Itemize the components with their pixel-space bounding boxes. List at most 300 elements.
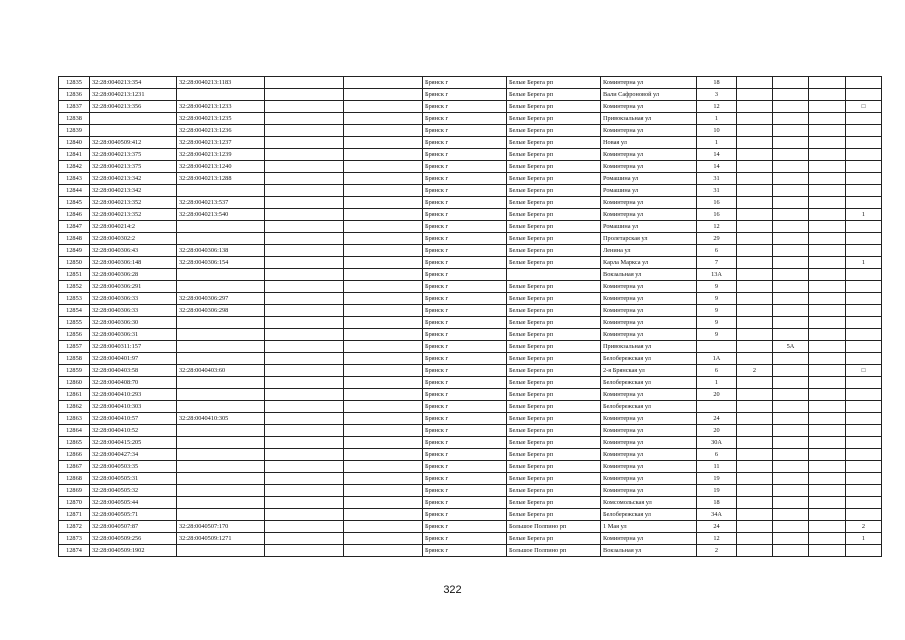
cell-extra-1 [265, 497, 344, 509]
cell-cadastral-number: 32:28:0040403:58 [90, 365, 177, 377]
cell-settlement: Белые Берега рп [507, 221, 601, 233]
cell-building [737, 113, 773, 125]
cell-building [737, 521, 773, 533]
cell-extra-2 [344, 413, 423, 425]
cell-object-cadastral-number [177, 449, 265, 461]
cell-mark [846, 89, 882, 101]
cell-object-cadastral-number [177, 269, 265, 281]
cell-extra-2 [344, 77, 423, 89]
table-row [59, 521, 882, 533]
cell-apartment [809, 209, 846, 221]
cell-structure [773, 509, 809, 521]
table-row [59, 497, 882, 509]
cell-extra-2 [344, 233, 423, 245]
cell-city: Брянск г [423, 389, 507, 401]
cell-settlement: Белые Берега рп [507, 437, 601, 449]
cell-street: Коминтерна ул [601, 425, 697, 437]
cell-mark [846, 425, 882, 437]
cell-apartment [809, 425, 846, 437]
cell-object-cadastral-number [177, 545, 265, 557]
cell-house-number: 10 [697, 125, 737, 137]
cell-extra-1 [265, 257, 344, 269]
cell-house-number: 13А [697, 269, 737, 281]
cell-building [737, 437, 773, 449]
cell-row-id: 12867 [59, 461, 90, 473]
cell-settlement: Белые Берега рп [507, 89, 601, 101]
cell-structure [773, 113, 809, 125]
cell-apartment [809, 293, 846, 305]
cell-settlement: Белые Берега рп [507, 77, 601, 89]
table-row [59, 77, 882, 89]
cell-city: Брянск г [423, 125, 507, 137]
cell-settlement: Белые Берега рп [507, 413, 601, 425]
cell-row-id: 12852 [59, 281, 90, 293]
table-row [59, 473, 882, 485]
cell-street: Белобережская ул [601, 353, 697, 365]
cell-apartment [809, 545, 846, 557]
cell-row-id: 12838 [59, 113, 90, 125]
cell-building [737, 485, 773, 497]
cell-structure [773, 101, 809, 113]
cell-object-cadastral-number: 32:28:0040306:154 [177, 257, 265, 269]
cell-extra-1 [265, 149, 344, 161]
cell-city: Брянск г [423, 101, 507, 113]
cell-house-number: 12 [697, 101, 737, 113]
cell-city: Брянск г [423, 449, 507, 461]
cell-object-cadastral-number: 32:28:0040213:1237 [177, 137, 265, 149]
cell-city: Брянск г [423, 305, 507, 317]
cell-apartment [809, 401, 846, 413]
cell-apartment [809, 521, 846, 533]
cell-extra-1 [265, 401, 344, 413]
cell-extra-2 [344, 89, 423, 101]
cell-street: Коминтерна ул [601, 101, 697, 113]
cell-mark [846, 245, 882, 257]
cell-object-cadastral-number [177, 497, 265, 509]
cell-city: Брянск г [423, 317, 507, 329]
cell-street: Коминтерна ул [601, 125, 697, 137]
cell-extra-2 [344, 329, 423, 341]
cell-extra-2 [344, 173, 423, 185]
cell-building [737, 161, 773, 173]
cell-building [737, 101, 773, 113]
cell-street: Коминтерна ул [601, 305, 697, 317]
cell-cadastral-number: 32:28:0040213:342 [90, 173, 177, 185]
cell-row-id: 12862 [59, 401, 90, 413]
cell-row-id: 12836 [59, 89, 90, 101]
cell-object-cadastral-number [177, 329, 265, 341]
cell-mark [846, 197, 882, 209]
cell-mark [846, 461, 882, 473]
cell-extra-2 [344, 161, 423, 173]
cell-row-id: 12858 [59, 353, 90, 365]
cell-street: Вокзальная ул [601, 269, 697, 281]
cell-cadastral-number: 32:28:0040509:256 [90, 533, 177, 545]
cell-extra-2 [344, 353, 423, 365]
page-number: 322 [443, 584, 462, 596]
cell-building [737, 77, 773, 89]
cell-cadastral-number: 32:28:0040410:303 [90, 401, 177, 413]
cell-row-id: 12865 [59, 437, 90, 449]
cell-extra-1 [265, 89, 344, 101]
cell-house-number: 1 [697, 137, 737, 149]
cell-settlement: Белые Берега рп [507, 353, 601, 365]
cell-extra-1 [265, 317, 344, 329]
cell-city: Брянск г [423, 149, 507, 161]
cell-city: Брянск г [423, 509, 507, 521]
cell-row-id: 12845 [59, 197, 90, 209]
table-row [59, 545, 882, 557]
cell-building [737, 497, 773, 509]
cell-structure [773, 185, 809, 197]
cell-street: Комсомольская ул [601, 497, 697, 509]
cell-house-number: 24 [697, 413, 737, 425]
cell-structure [773, 161, 809, 173]
cell-street: Вокзальная ул [601, 545, 697, 557]
table-row [59, 149, 882, 161]
cell-mark [846, 473, 882, 485]
cell-city: Брянск г [423, 245, 507, 257]
cell-object-cadastral-number [177, 485, 265, 497]
cell-street: 2-я Брянская ул [601, 365, 697, 377]
cell-structure [773, 257, 809, 269]
cell-mark [846, 137, 882, 149]
cell-house-number: 9 [697, 281, 737, 293]
cell-street: Коминтерна ул [601, 209, 697, 221]
cell-settlement: Белые Берега рп [507, 329, 601, 341]
table-row [59, 161, 882, 173]
cell-cadastral-number: 32:28:0040503:35 [90, 461, 177, 473]
cell-city: Брянск г [423, 161, 507, 173]
cell-extra-1 [265, 77, 344, 89]
cell-extra-1 [265, 305, 344, 317]
cell-settlement: Белые Берега рп [507, 485, 601, 497]
cell-street: Коминтерна ул [601, 389, 697, 401]
cell-extra-2 [344, 461, 423, 473]
cell-house-number: 19 [697, 473, 737, 485]
cell-building [737, 149, 773, 161]
cell-house-number: 9 [697, 317, 737, 329]
cell-settlement [507, 269, 601, 281]
cell-street: Коминтерна ул [601, 485, 697, 497]
cell-apartment [809, 485, 846, 497]
cell-extra-1 [265, 353, 344, 365]
cell-settlement: Белые Берега рп [507, 245, 601, 257]
cell-mark [846, 305, 882, 317]
cell-street: Коминтерна ул [601, 149, 697, 161]
cell-row-id: 12837 [59, 101, 90, 113]
cell-cadastral-number: 32:28:0040302:2 [90, 233, 177, 245]
table-row [59, 125, 882, 137]
cell-building [737, 305, 773, 317]
cell-extra-2 [344, 377, 423, 389]
cell-cadastral-number: 32:28:0040306:30 [90, 317, 177, 329]
cell-object-cadastral-number: 32:28:0040213:537 [177, 197, 265, 209]
cell-house-number: 1 [697, 377, 737, 389]
table-row [59, 209, 882, 221]
cell-house-number: 30А [697, 437, 737, 449]
cell-extra-1 [265, 509, 344, 521]
cell-city: Брянск г [423, 221, 507, 233]
cell-apartment [809, 497, 846, 509]
cell-mark [846, 545, 882, 557]
cell-object-cadastral-number [177, 473, 265, 485]
cell-house-number: 16 [697, 197, 737, 209]
cell-house-number: 9 [697, 329, 737, 341]
cell-cadastral-number: 32:28:0040306:28 [90, 269, 177, 281]
cell-apartment [809, 533, 846, 545]
cell-building [737, 377, 773, 389]
cell-building [737, 461, 773, 473]
cell-structure [773, 173, 809, 185]
cell-cadastral-number: 32:28:0040507:87 [90, 521, 177, 533]
cell-row-id: 12857 [59, 341, 90, 353]
cell-row-id: 12839 [59, 125, 90, 137]
cell-city: Брянск г [423, 281, 507, 293]
cell-extra-1 [265, 533, 344, 545]
cell-building [737, 509, 773, 521]
cell-object-cadastral-number: 32:28:0040306:138 [177, 245, 265, 257]
cell-building [737, 473, 773, 485]
cell-settlement: Белые Берега рп [507, 125, 601, 137]
cell-object-cadastral-number [177, 281, 265, 293]
cell-extra-2 [344, 521, 423, 533]
cell-street: Новая ул [601, 137, 697, 149]
cell-city: Брянск г [423, 173, 507, 185]
cell-city: Брянск г [423, 77, 507, 89]
cell-apartment [809, 473, 846, 485]
cell-row-id: 12866 [59, 449, 90, 461]
cell-mark [846, 485, 882, 497]
cell-object-cadastral-number: 32:28:0040403:60 [177, 365, 265, 377]
cell-street: Белобережская ул [601, 401, 697, 413]
cell-settlement: Белые Берега рп [507, 137, 601, 149]
cell-structure [773, 461, 809, 473]
table-row [59, 449, 882, 461]
cell-house-number: 12 [697, 533, 737, 545]
cell-structure [773, 401, 809, 413]
cell-extra-1 [265, 341, 344, 353]
cell-extra-1 [265, 221, 344, 233]
cell-house-number: 19 [697, 485, 737, 497]
cell-extra-2 [344, 509, 423, 521]
cell-extra-1 [265, 269, 344, 281]
cell-cadastral-number: 32:28:0040213:375 [90, 161, 177, 173]
cell-city: Брянск г [423, 185, 507, 197]
cell-apartment [809, 125, 846, 137]
cell-street: Ромашина ул [601, 221, 697, 233]
cell-extra-2 [344, 245, 423, 257]
cell-structure [773, 449, 809, 461]
cell-row-id: 12856 [59, 329, 90, 341]
table-row [59, 329, 882, 341]
cell-cadastral-number: 32:28:0040410:293 [90, 389, 177, 401]
cell-structure [773, 245, 809, 257]
cell-row-id: 12872 [59, 521, 90, 533]
cell-settlement: Белые Берега рп [507, 509, 601, 521]
cell-extra-2 [344, 293, 423, 305]
cell-settlement: Белые Берега рп [507, 317, 601, 329]
cell-apartment [809, 305, 846, 317]
cell-object-cadastral-number: 32:28:0040213:540 [177, 209, 265, 221]
table-row [59, 317, 882, 329]
cell-cadastral-number: 32:28:0040410:57 [90, 413, 177, 425]
cell-extra-2 [344, 497, 423, 509]
cell-extra-1 [265, 281, 344, 293]
cell-apartment [809, 77, 846, 89]
cell-extra-1 [265, 173, 344, 185]
cell-settlement: Белые Берега рп [507, 209, 601, 221]
cell-extra-1 [265, 365, 344, 377]
cell-extra-2 [344, 317, 423, 329]
cell-apartment [809, 317, 846, 329]
cell-mark: 2 [846, 521, 882, 533]
cell-street: Коминтерна ул [601, 413, 697, 425]
cell-settlement: Белые Берега рп [507, 173, 601, 185]
cell-extra-2 [344, 197, 423, 209]
cell-apartment [809, 113, 846, 125]
cell-extra-2 [344, 113, 423, 125]
cell-row-id: 12868 [59, 473, 90, 485]
table-row [59, 257, 882, 269]
cell-city: Брянск г [423, 113, 507, 125]
cell-settlement: Белые Берега рп [507, 113, 601, 125]
cell-settlement: Белые Берега рп [507, 461, 601, 473]
cell-house-number: 16 [697, 209, 737, 221]
cell-apartment [809, 149, 846, 161]
cell-apartment [809, 341, 846, 353]
cell-apartment [809, 365, 846, 377]
cell-object-cadastral-number: 32:28:0040213:1183 [177, 77, 265, 89]
cell-cadastral-number: 32:28:0040213:1231 [90, 89, 177, 101]
cell-structure [773, 329, 809, 341]
cell-street: Привокзальная ул [601, 341, 697, 353]
cell-mark: 1 [846, 257, 882, 269]
cell-house-number: 18 [697, 497, 737, 509]
cell-settlement: Белые Берега рп [507, 233, 601, 245]
cell-extra-1 [265, 113, 344, 125]
cell-apartment [809, 377, 846, 389]
cell-cadastral-number: 32:28:0040306:291 [90, 281, 177, 293]
cell-extra-2 [344, 125, 423, 137]
cell-extra-2 [344, 485, 423, 497]
cell-settlement: Белые Берега рп [507, 185, 601, 197]
cell-structure [773, 281, 809, 293]
cell-city: Брянск г [423, 533, 507, 545]
cell-settlement: Белые Берега рп [507, 377, 601, 389]
cell-settlement: Белые Берега рп [507, 293, 601, 305]
cell-city: Брянск г [423, 197, 507, 209]
cell-cadastral-number: 32:28:0040213:342 [90, 185, 177, 197]
cell-street: Карла Маркса ул [601, 257, 697, 269]
cell-settlement: Большое Полпино рп [507, 545, 601, 557]
cell-mark: 1 [846, 533, 882, 545]
cell-structure [773, 533, 809, 545]
cell-mark [846, 113, 882, 125]
cell-cadastral-number: 32:28:0040505:44 [90, 497, 177, 509]
cell-settlement: Белые Берега рп [507, 101, 601, 113]
cell-extra-1 [265, 545, 344, 557]
cell-extra-2 [344, 473, 423, 485]
cell-cadastral-number: 32:28:0040213:375 [90, 149, 177, 161]
cell-house-number: 7 [697, 257, 737, 269]
cell-apartment [809, 161, 846, 173]
cell-street: Вали Сафроновой ул [601, 89, 697, 101]
cell-cadastral-number: 32:28:0040401:97 [90, 353, 177, 365]
cell-object-cadastral-number: 32:28:0040213:1236 [177, 125, 265, 137]
cell-mark [846, 317, 882, 329]
cell-mark [846, 341, 882, 353]
cell-object-cadastral-number [177, 509, 265, 521]
cell-mark [846, 269, 882, 281]
cell-extra-2 [344, 365, 423, 377]
cell-house-number: 20 [697, 425, 737, 437]
cell-apartment [809, 233, 846, 245]
cell-city: Брянск г [423, 401, 507, 413]
cell-extra-2 [344, 401, 423, 413]
cell-cadastral-number: 32:28:0040306:33 [90, 293, 177, 305]
cell-building [737, 137, 773, 149]
cell-building [737, 233, 773, 245]
cell-row-id: 12871 [59, 509, 90, 521]
cell-extra-2 [344, 449, 423, 461]
cell-city: Брянск г [423, 425, 507, 437]
cell-cadastral-number: 32:28:0040505:32 [90, 485, 177, 497]
cell-object-cadastral-number: 32:28:0040306:298 [177, 305, 265, 317]
table-row [59, 233, 882, 245]
cell-apartment [809, 353, 846, 365]
table-row [59, 437, 882, 449]
cell-structure [773, 437, 809, 449]
cell-object-cadastral-number [177, 89, 265, 101]
cell-apartment [809, 437, 846, 449]
cell-mark [846, 221, 882, 233]
cell-street: Коминтерна ул [601, 281, 697, 293]
cell-house-number: 34А [697, 509, 737, 521]
cell-object-cadastral-number: 32:28:0040509:1271 [177, 533, 265, 545]
cell-mark [846, 437, 882, 449]
cell-house-number: 1А [697, 353, 737, 365]
cell-extra-1 [265, 413, 344, 425]
cell-object-cadastral-number [177, 185, 265, 197]
cell-settlement: Белые Берега рп [507, 161, 601, 173]
cell-structure: 5А [773, 341, 809, 353]
cell-settlement: Белые Берега рп [507, 533, 601, 545]
cell-city: Брянск г [423, 329, 507, 341]
cell-house-number: 31 [697, 185, 737, 197]
cell-cadastral-number: 32:28:0040505:71 [90, 509, 177, 521]
cell-building [737, 209, 773, 221]
table-row [59, 341, 882, 353]
cell-mark [846, 77, 882, 89]
table-row [59, 533, 882, 545]
cell-building [737, 413, 773, 425]
cell-house-number: 6 [697, 365, 737, 377]
cell-street: Коминтерна ул [601, 461, 697, 473]
table-row [59, 377, 882, 389]
cell-object-cadastral-number [177, 437, 265, 449]
cell-extra-2 [344, 389, 423, 401]
cell-apartment [809, 245, 846, 257]
cell-object-cadastral-number: 32:28:0040213:1288 [177, 173, 265, 185]
cell-city: Брянск г [423, 341, 507, 353]
cell-apartment [809, 89, 846, 101]
cell-building: 2 [737, 365, 773, 377]
cell-street: Коминтерна ул [601, 161, 697, 173]
cell-structure [773, 269, 809, 281]
cell-structure [773, 545, 809, 557]
cell-extra-1 [265, 329, 344, 341]
